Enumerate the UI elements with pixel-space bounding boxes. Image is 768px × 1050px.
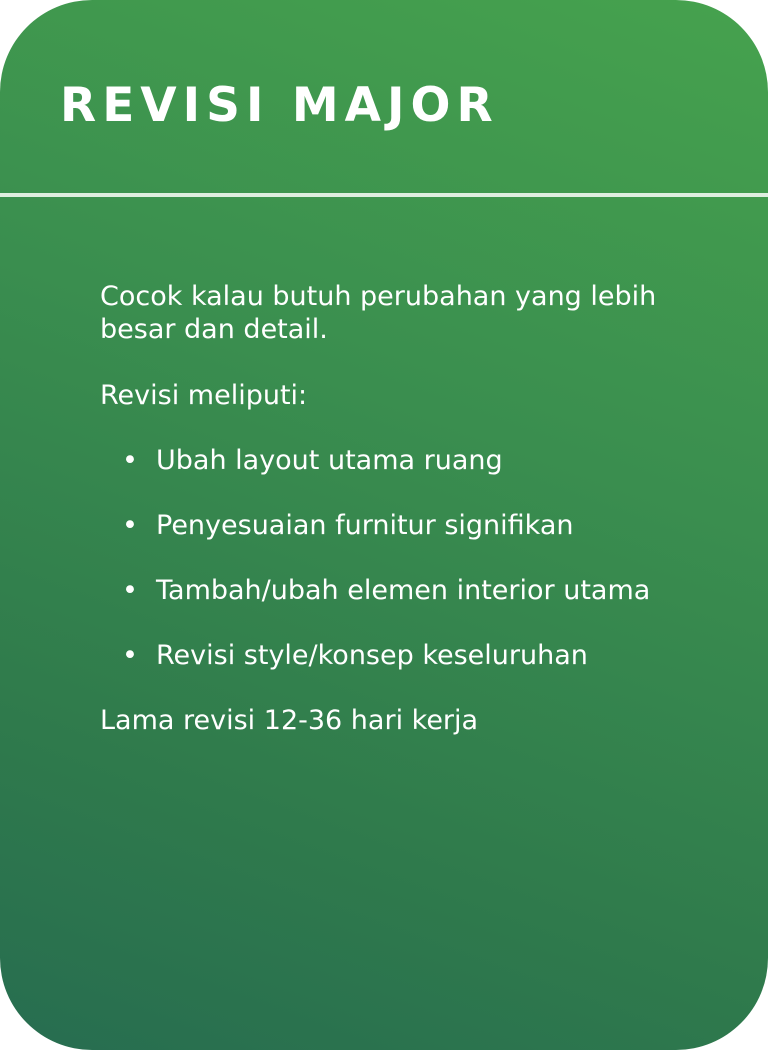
bullet-icon: •	[122, 445, 138, 476]
bullet-icon: •	[122, 640, 138, 671]
list-item	[100, 444, 660, 477]
bullet-icon: •	[122, 510, 138, 541]
list-item	[100, 639, 660, 672]
intro-text: Cocok kalau butuh perubahan yang lebih besar dan detail.	[100, 281, 657, 345]
list-item-text: Ubah layout utama ruang	[156, 445, 503, 476]
card-title: REVISI MAJOR	[60, 78, 499, 133]
list-item-text: Tambah/ubah elemen interior utama	[156, 575, 651, 606]
bullet-icon: •	[122, 575, 138, 606]
subheading: Revisi meliputi:	[100, 380, 308, 411]
divider	[0, 193, 768, 197]
revision-list	[100, 444, 660, 672]
list-item-text: Revisi style/konsep keseluruhan	[156, 640, 588, 671]
card-body	[100, 280, 660, 737]
duration-text: Lama revisi 12-36 hari kerja	[100, 705, 479, 736]
list-item	[100, 574, 660, 607]
list-item	[100, 509, 660, 542]
list-item-text: Penyesuaian furnitur signifikan	[156, 510, 574, 541]
